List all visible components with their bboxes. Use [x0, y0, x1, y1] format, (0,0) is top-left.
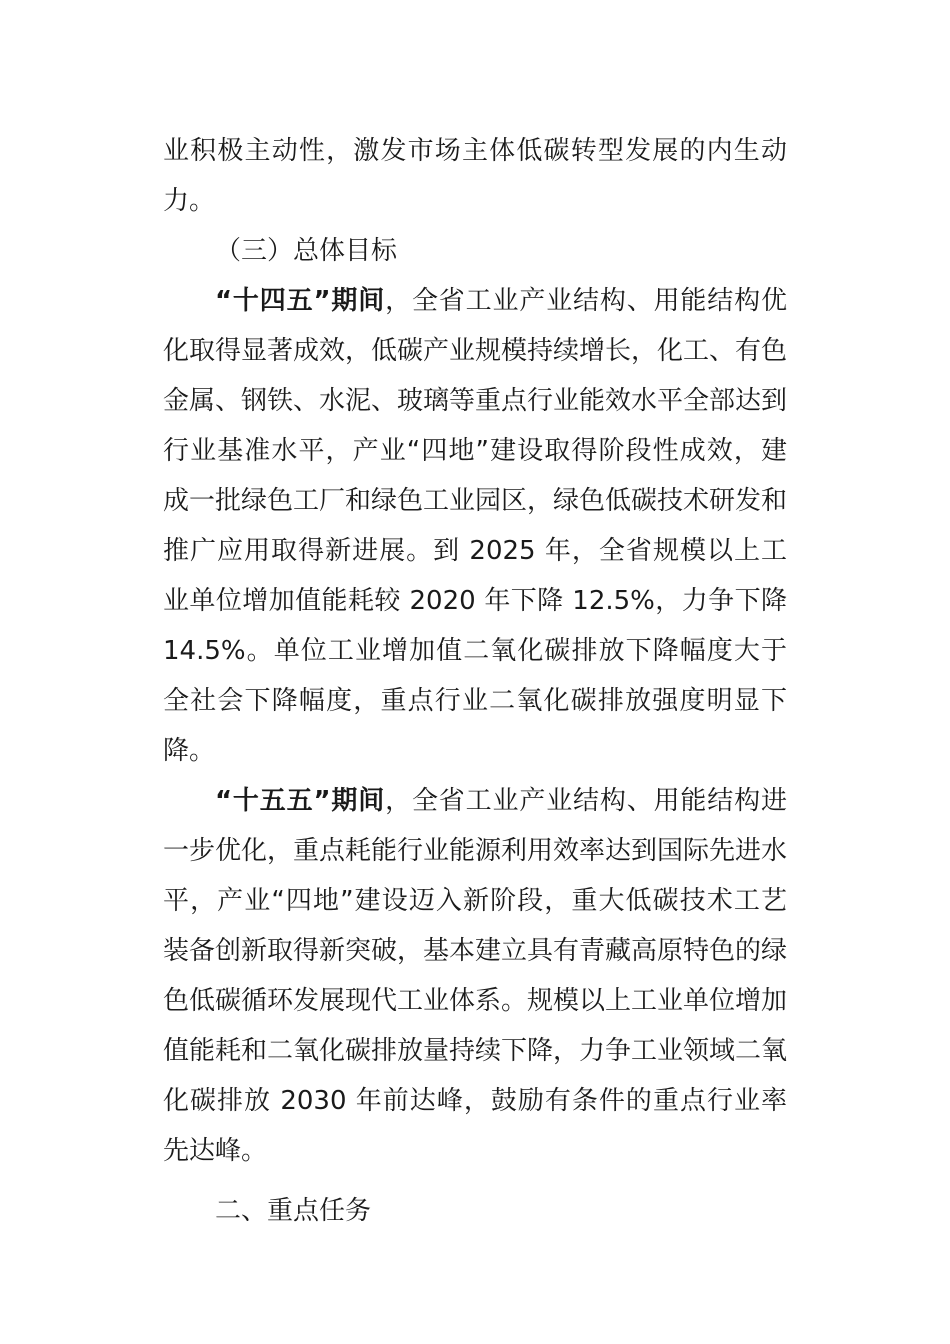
section-heading-key-tasks: 二、重点任务 [215, 1196, 372, 1226]
paragraph-14th-body: ，全省工业产业结构、用能结构优化取得显著成效，低碳产业规模持续增长，化工、有色金属、钢铁、水泥、玻璃等重点行业能效水平全部达到行业基准水平，产业“四地”建设取得阶段性成效，建成一批绿色工厂和绿色工业园区，绿色低碳技术研发和推广应用取得新进展。到 2025 年，全省规模以上工业单位增加值能耗较 2020 年下降 12.5%，力争下降 14.5%。单位工业增加值二氧化碳排放下降幅度大于全社会下降幅度，重点行业二氧化碳排放强度明显下降。 [163, 286, 788, 766]
intro-paragraph: 业积极主动性，激发市场主体低碳转型发展的内生动力。 [163, 136, 787, 216]
paragraph-14th-lead: “十四五”期间 [215, 286, 386, 316]
paragraph-15th-lead: “十五五”期间 [215, 786, 386, 816]
paragraph-15th-body: ，全省工业产业结构、用能结构进一步优化，重点耗能行业能源利用效率达到国际先进水平，产业“四地”建设迈入新阶段，重大低碳技术工艺装备创新取得新突破，基本建立具有青藏高原特色的绿色低碳循环发展现代工业体系。规模以上工业单位增加值能耗和二氧化碳排放量持续下降，力争工业领域二氧化碳排放 2030 年前达峰，鼓励有条件的重点行业率先达峰。 [163, 786, 788, 1166]
paragraph-14th-five-year [163, 276, 787, 776]
section-heading-overall-goals: （三）总体目标 [215, 236, 398, 266]
document-page [163, 126, 787, 1236]
paragraph-15th-five-year [163, 776, 787, 1176]
